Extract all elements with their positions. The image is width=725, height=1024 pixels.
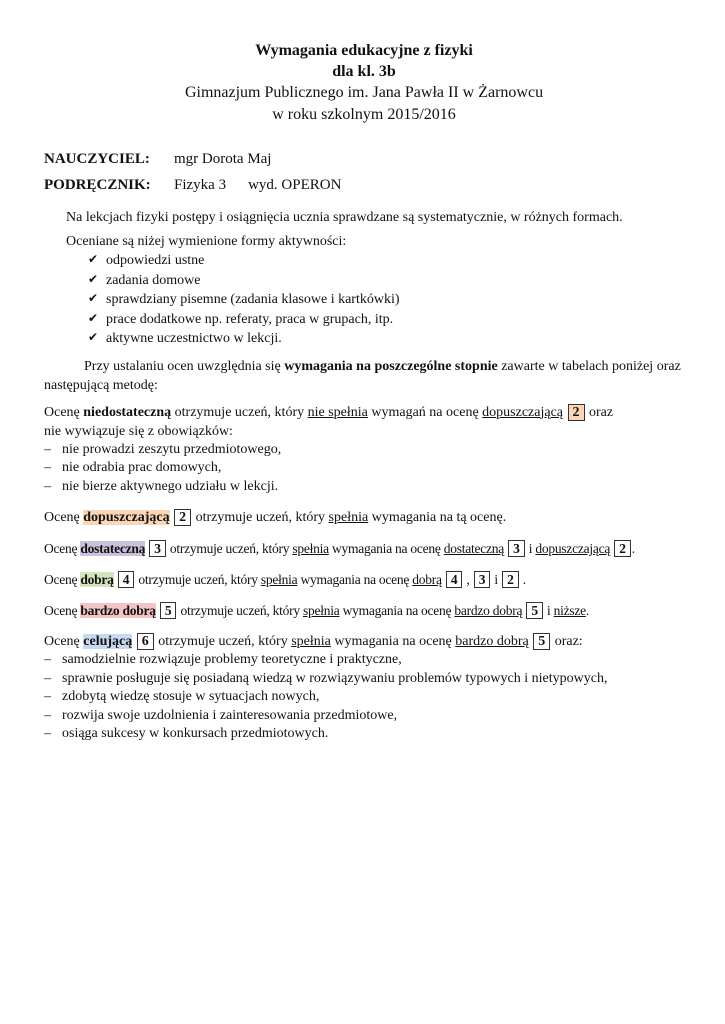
document-page [44, 40, 684, 744]
list-item: ✔ aktywne uczestnictwo w lekcji. [88, 330, 282, 346]
grade-box-3: 3 [149, 540, 166, 557]
check-icon: ✔ [88, 330, 99, 344]
grade-name-celujaca: celującą [83, 634, 133, 649]
intro-paragraph: Na lekcjach fizyki postępy i osiągnięcia ucznia sprawdzane są systematycznie, w różnych formach. [66, 210, 623, 225]
grade-box-2: 2 [174, 509, 191, 526]
doc-school: Gimnazjum Publicznego im. Jana Pawła II w Żarnowcu [184, 84, 544, 101]
list-item: – osiąga sukcesy w konkursach przedmiotowych. [44, 725, 684, 744]
textbook-title: Fizyka 3 [174, 177, 227, 193]
grade-dostateczna: Ocenę dostateczną 3 otrzymuje uczeń, który spełnia wymagania na ocenę dostateczną 3 i dopuszczającą 2 . [44, 541, 635, 556]
grade-dobra: Ocenę dobrą 4 otrzymuje uczeń, który spełnia wymagania na ocenę dobrą 4 , 3 i 2 . [44, 572, 526, 587]
textbook-publisher: wyd. OPERON [248, 177, 342, 193]
grade-dopuszczajaca: Ocenę dopuszczającą 2 otrzymuje uczeń, który spełnia wymagania na tą ocenę. [44, 510, 507, 525]
list-item: ✔ sprawdziany pisemne (zadania klasowe i kartkówki) [88, 291, 400, 307]
ndst-conditions-list [44, 441, 684, 497]
grade-name-dostateczna: dostateczną [80, 541, 146, 556]
grade-box-6: 6 [137, 633, 154, 650]
list-item: – nie bierze aktywnego udziału w lekcji. [44, 478, 684, 497]
grade-niedostateczna: Ocenę niedostateczną otrzymuje uczeń, który nie spełnia wymagań na ocenę dopuszczającą 2 oraz nie wywiązuje się z obowiązków: [44, 404, 614, 439]
list-item: – zdobytą wiedzę stosuje w sytuacjach nowych, [44, 688, 684, 707]
list-item: – rozwija swoje uzdolnienia i zainteresowania przedmiotowe, [44, 707, 684, 726]
teacher-label: NAUCZYCIEL: [44, 151, 150, 167]
grade-box-2: 2 [568, 404, 585, 421]
textbook-label: PODRĘCZNIK: [44, 177, 151, 193]
check-icon: ✔ [88, 291, 99, 305]
check-icon: ✔ [88, 310, 99, 325]
grade-name-dopuszczajaca: dopuszczającą [83, 510, 170, 525]
list-item: – nie odrabia prac domowych, [44, 459, 684, 478]
activities-intro: Oceniane są niżej wymienione formy aktywności: [66, 234, 347, 249]
teacher-name: mgr Dorota Maj [174, 151, 272, 167]
grade-celujaca: Ocenę celującą 6 otrzymuje uczeń, który spełnia wymagania na ocenę bardzo dobrą 5 oraz: [44, 634, 583, 649]
list-item: ✔ zadania domowe [88, 271, 201, 288]
doc-year: w roku szkolnym 2015/2016 [272, 106, 456, 123]
check-icon: ✔ [88, 271, 99, 286]
list-item: – nie prowadzi zeszytu przedmiotowego, [44, 441, 684, 460]
method-paragraph: Przy ustalaniu ocen uwzględnia się wymagania na poszczególne stopnie zawarte w tabelach poniżej oraz następującą metodę: [44, 358, 681, 393]
list-item: ✔ odpowiedzi ustne [88, 252, 205, 268]
teacher-row [44, 146, 684, 172]
list-item: – sprawnie posługuje się posiadaną wiedzą w rozwiązywaniu problemów typowych i nietypowych, [44, 670, 684, 689]
check-icon: ✔ [88, 252, 99, 266]
doc-title: Wymagania edukacyjne z fizyki [255, 42, 473, 59]
cel-conditions-list [44, 651, 684, 744]
grade-box-4: 4 [118, 571, 135, 588]
meta-block [44, 146, 684, 198]
activities-list [44, 251, 684, 349]
grade-bardzo-dobra: Ocenę bardzo dobrą 5 otrzymuje uczeń, który spełnia wymagania na ocenę bardzo dobrą 5 i niższe. [44, 603, 590, 618]
grade-name-dobra: dobrą [80, 572, 114, 587]
list-item: ✔ prace dodatkowe np. referaty, praca w grupach, itp. [88, 310, 394, 327]
textbook-row [44, 172, 684, 198]
doc-class: dla kl. 3b [332, 63, 396, 80]
grade-name-bardzo-dobra: bardzo dobrą [80, 603, 156, 618]
grade-box-5: 5 [160, 602, 177, 619]
list-item: – samodzielnie rozwiązuje problemy teoretyczne i praktyczne, [44, 651, 684, 670]
